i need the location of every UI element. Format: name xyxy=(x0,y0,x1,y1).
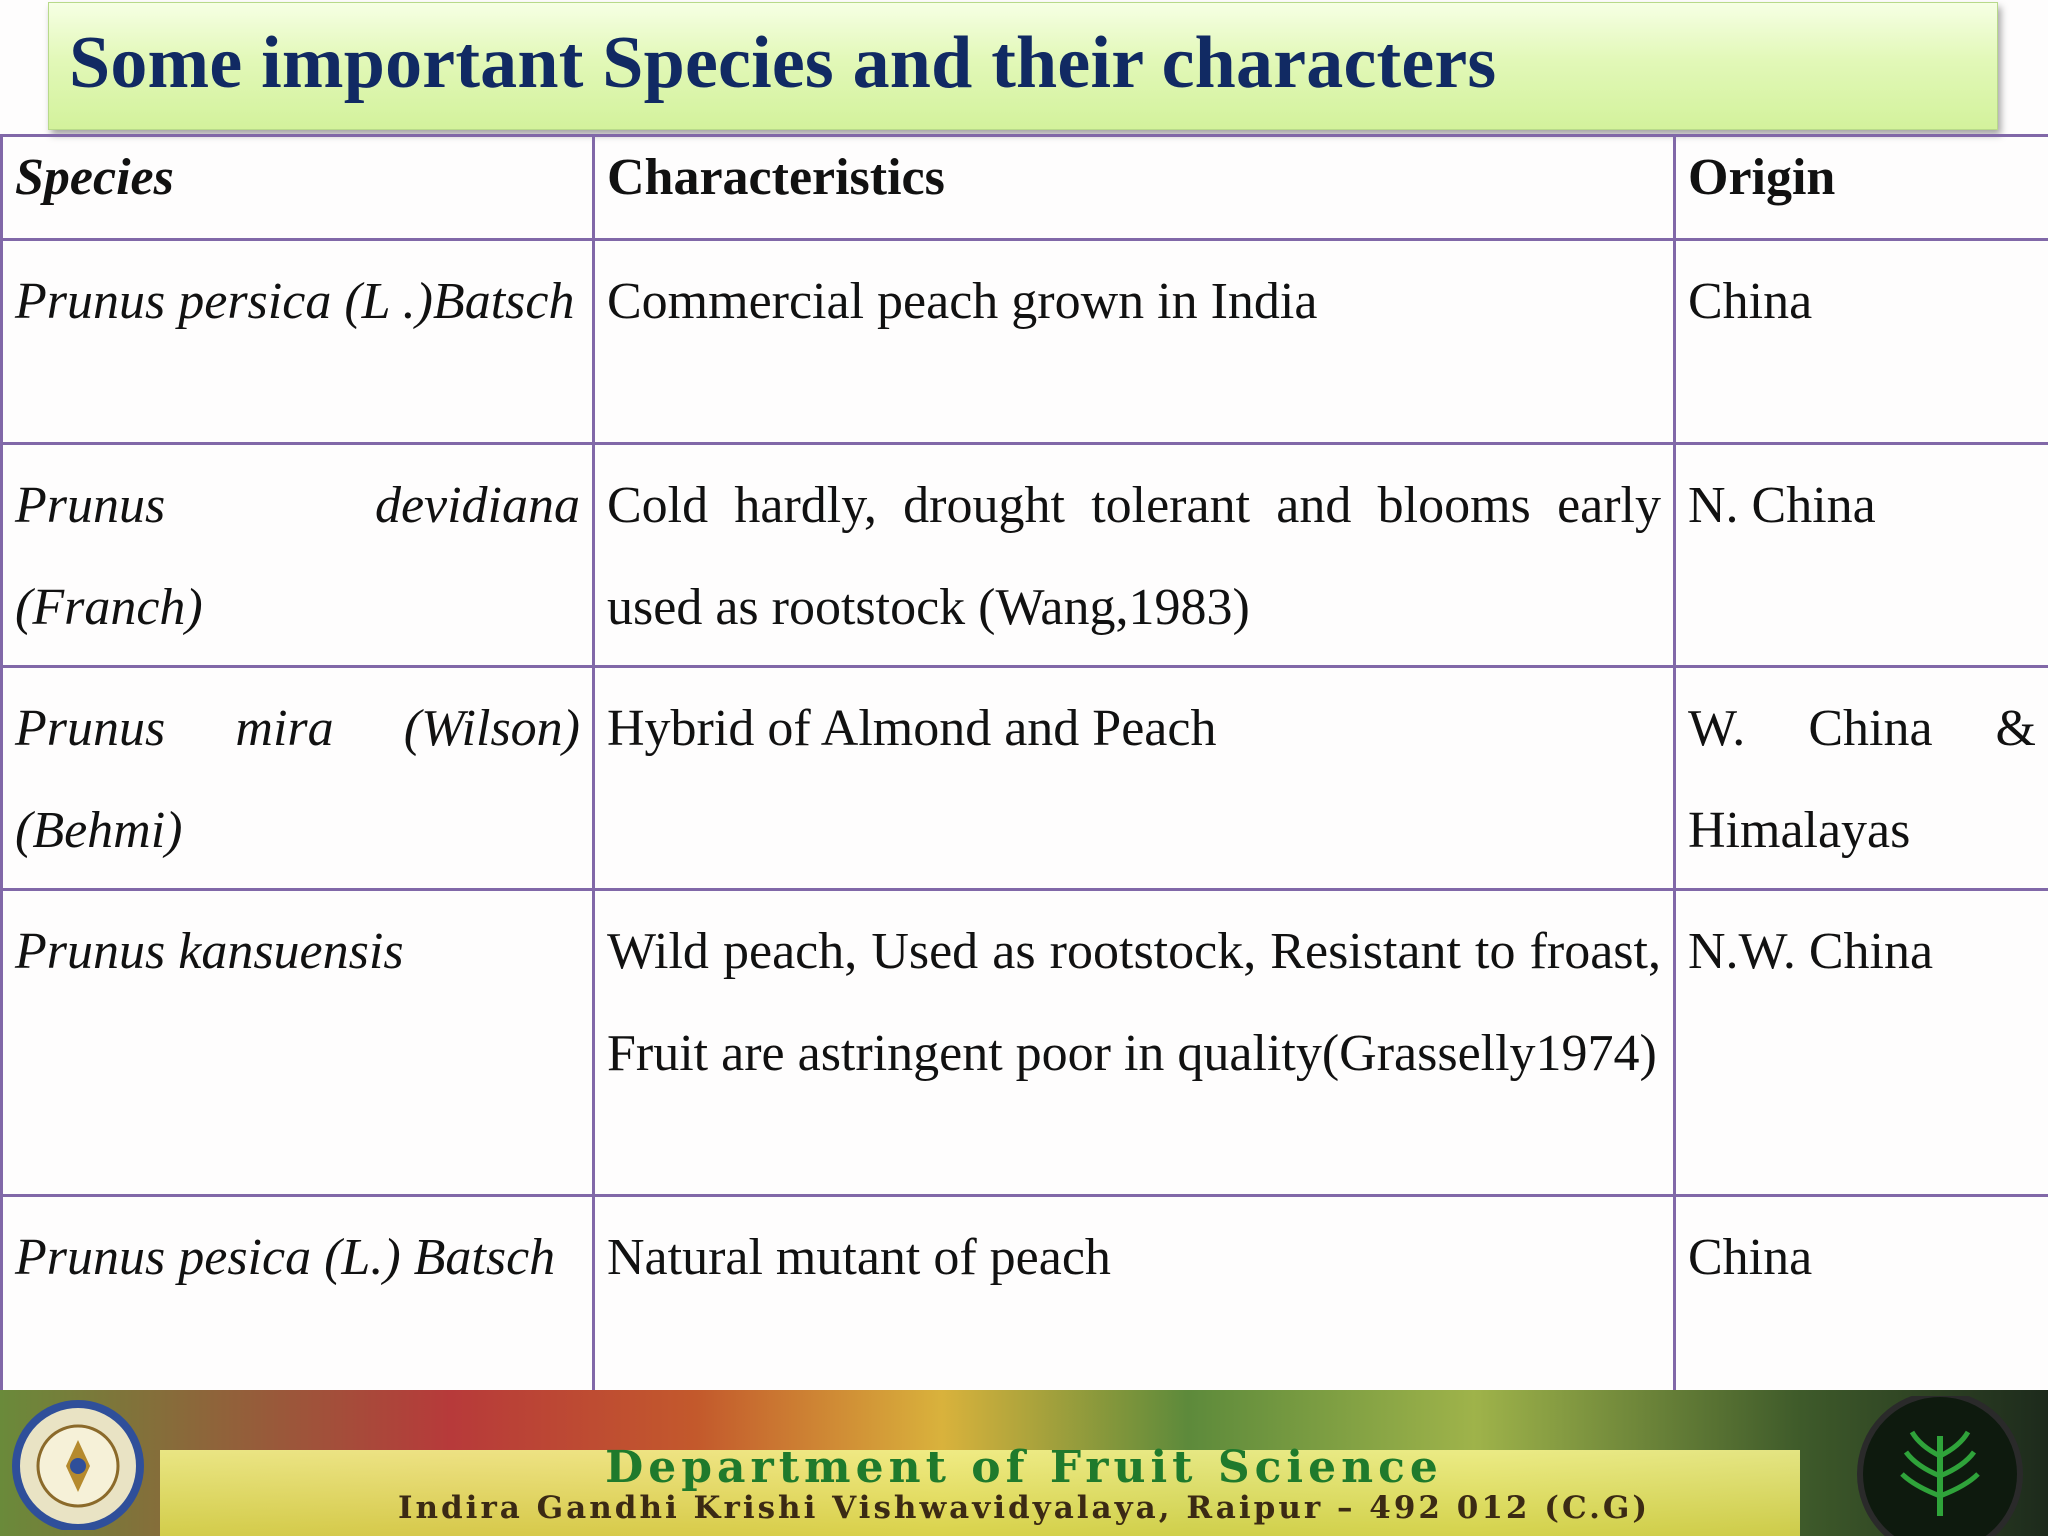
species-cell: Prunus kansuensis xyxy=(2,890,594,1196)
table-header-row xyxy=(2,136,2048,240)
species-cell: Prunus persica (L .)Batsch xyxy=(2,240,594,444)
species-cell: Prunus devidiana (Franch) xyxy=(2,444,594,667)
species-cell: Prunus mira (Wilson) (Behmi) xyxy=(2,667,594,890)
origin-cell: W. China & Himalayas xyxy=(1675,667,2048,890)
species-table xyxy=(0,134,2048,1427)
header-characteristics: Characteristics xyxy=(594,136,1675,240)
origin-cell: China xyxy=(1675,240,2048,444)
table-row xyxy=(2,667,2048,890)
header-origin: Origin xyxy=(1675,136,2048,240)
origin-cell: China xyxy=(1675,1196,2048,1426)
department-name: Department of Fruit Science xyxy=(605,1442,1443,1493)
origin-cell: N.W. China xyxy=(1675,890,2048,1196)
characteristics-cell: Cold hardly, drought tolerant and blooms early used as rootstock (Wang,1983) xyxy=(594,444,1675,667)
slide-title: Some important Species and their characters xyxy=(69,22,1497,104)
characteristics-cell: Hybrid of Almond and Peach xyxy=(594,667,1675,890)
characteristics-cell: Wild peach, Used as rootstock, Resistant to froast, Fruit are astringent poor in quality(Grasselly1974) xyxy=(594,890,1675,1196)
characteristics-cell: Commercial peach grown in India xyxy=(594,240,1675,444)
table-row xyxy=(2,444,2048,667)
footer-banner xyxy=(0,1390,2048,1536)
characteristics-cell: Natural mutant of peach xyxy=(594,1196,1675,1426)
table-row xyxy=(2,240,2048,444)
slide-title-bar xyxy=(48,2,1998,130)
origin-cell: N. China xyxy=(1675,444,2048,667)
header-species: Species xyxy=(2,136,594,240)
university-name: Indira Gandhi Krishi Vishwavidyalaya, Raipur – 492 012 (C.G) xyxy=(397,1490,1651,1526)
species-cell: Prunus pesica (L.) Batsch xyxy=(2,1196,594,1426)
table-row xyxy=(2,890,2048,1196)
wheat-emblem-icon xyxy=(1842,1396,2038,1536)
